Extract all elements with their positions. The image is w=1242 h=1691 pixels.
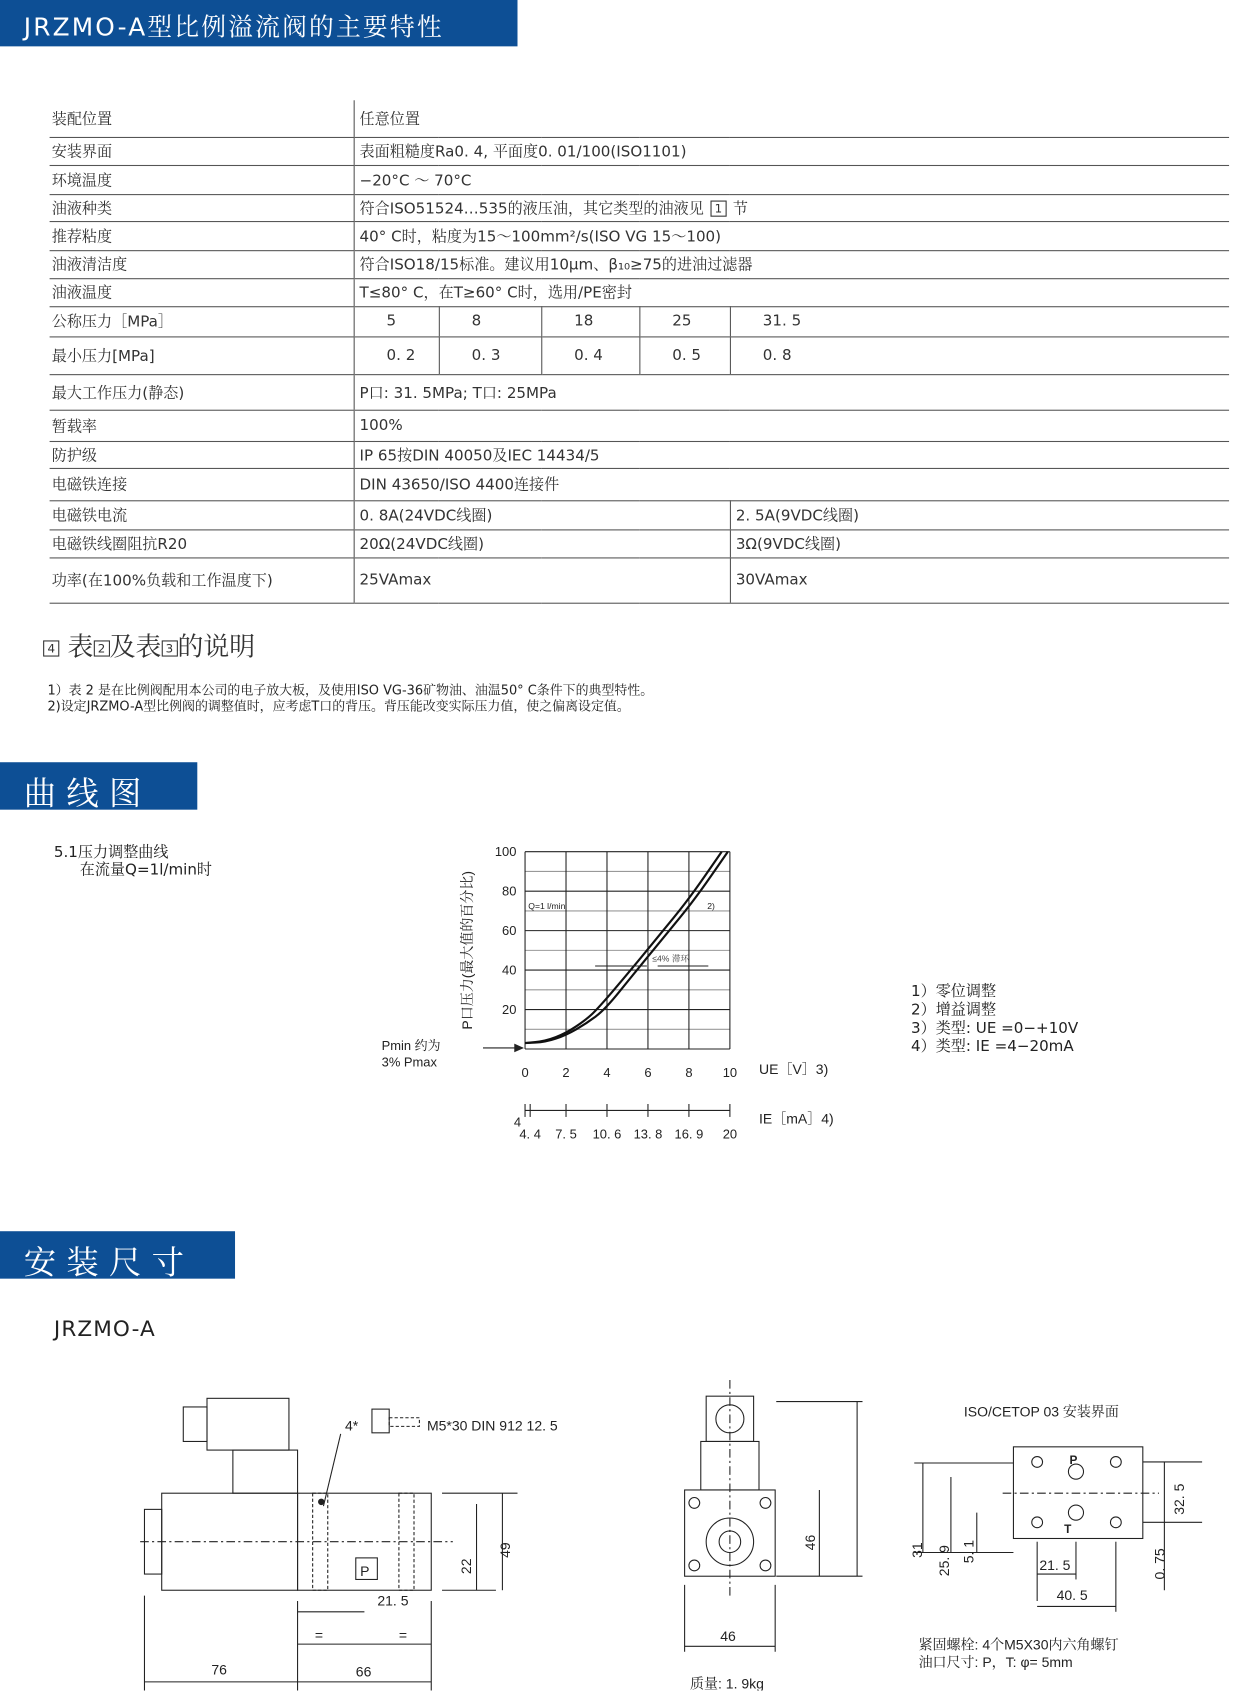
hysteresis-annotation: ≤4% 滞环 [652,953,690,964]
spec-value: 0. 4 [541,336,639,374]
pmin-annotation: Pmin 约为 [381,1038,441,1054]
x2-tick-label: 7. 5 [555,1126,577,1142]
spec-row [50,194,1229,221]
spec-suffix: 节 [732,199,748,218]
interface-title: ISO/CETOP 03 安装界面 [963,1403,1119,1420]
front-view-drawing [668,1380,884,1691]
spec-row [50,468,1229,500]
notes-heading [43,625,255,663]
dim: 49 [496,1542,513,1558]
y-tick-label: 20 [502,1001,517,1017]
x2-tick-label: 4. 4 [519,1126,541,1142]
x-axis-label: UE［V］3) [759,1060,829,1077]
spec-value: 25 [639,306,730,336]
section-title: 安 装 尺 寸 [23,1244,184,1282]
spec-row [50,374,1229,410]
spec-value: 3Ω(9VDC线圈) [730,529,1229,557]
spec-value: 2. 5A(9VDC线圈) [730,500,1229,529]
dim: 0. 75 [1151,1548,1168,1580]
spec-value: 0. 8A(24VDC线圈) [354,500,730,529]
spec-label: 防护级 [50,441,354,468]
spec-value [354,410,1229,441]
spec-value: 0. 3 [439,336,541,374]
spec-row [50,500,1229,529]
curve-series-1 [525,852,722,1043]
spec-value [354,250,1229,278]
y-axis-label: P口压力(最大值的百分比) [459,870,476,1030]
port-p: P [1069,1453,1078,1468]
spec-row [50,529,1229,557]
y-tick-label: 100 [494,844,517,860]
legend-item: 1）零位调整 [911,983,997,1001]
spec-value-text: 40° C时，粘度为15～100mm²/s(ISO VG 15～100) [359,228,722,246]
legend-item: 4）类型: IE =4−20mA [911,1038,1074,1056]
dim: 46 [802,1534,819,1551]
spec-value: 0. 8 [730,336,1229,374]
section-banner-characteristics [0,0,518,46]
x-tick-label: 2 [562,1065,570,1081]
section-ref-box: 1 [710,201,726,217]
equal-mark: = [398,1626,408,1643]
section-banner-curves [0,762,197,813]
legend-item: 2）增益调整 [911,1001,997,1019]
gain-annotation: 2) [707,900,715,911]
spec-row [50,441,1229,468]
heading-text: 及表 [109,631,162,662]
spec-value-text: 表面粗糙度Ra0. 4, 平面度0. 01/100(ISO1101) [359,143,687,161]
ref-box: 4 [43,640,59,656]
pmin-arrowhead [514,1044,524,1053]
spec-row [50,137,1229,165]
spec-value [354,221,1229,250]
spec-value [354,441,1229,468]
screw-label: 4* [345,1417,359,1434]
pressure-curve-chart [367,830,863,1153]
dim: 40. 5 [1056,1586,1088,1603]
legend-item: 3）类型: UE =0−+10V [911,1019,1079,1038]
model-name: JRZMO-A [53,1315,156,1342]
dim: 66 [355,1663,372,1680]
curve-title: 5.1压力调整曲线 [53,844,169,862]
spec-label: 电磁铁电流 [50,500,354,529]
note-line-1: 1）表 2 是在比例阀配用本公司的电子放大板，及使用ISO VG-36矿物油、油温50° C条件下的典型特性。 [47,682,654,698]
screw-spec: M5*30 DIN 912 12. 5 [426,1417,558,1434]
mass-label: 质量: 1. 9kg [690,1675,764,1691]
spec-label: 油液温度 [50,278,354,306]
interface-note-1: 紧固螺栓: 4个M5X30内六角螺钉 [918,1636,1119,1653]
dim: 21. 5 [377,1592,409,1609]
dim: 22 [458,1558,475,1575]
spec-value: 8 [439,306,541,336]
chart-legend [911,983,1078,1056]
spec-value [354,468,1229,500]
spec-value: 0. 5 [639,336,730,374]
spec-label: 推荐粘度 [50,221,354,250]
spec-value-text: 100% [359,416,403,434]
mounting-interface-drawing [906,1402,1219,1691]
heading-text: 的说明 [177,631,256,662]
dim: 32. 5 [1170,1483,1187,1515]
spec-label: 安装界面 [50,137,354,165]
x-tick-label: 8 [685,1065,693,1081]
spec-label: 环境温度 [50,165,354,194]
spec-value-text: DIN 43650/ISO 4400连接件 [359,476,560,494]
spec-value-text: IP 65按DIN 40050及IEC 14434/5 [359,446,600,465]
spec-value: 18 [541,306,639,336]
spec-value-text: T≤80° C，在T≥60° C时，选用/PE密封 [359,284,632,302]
interface-note-2: 油口尺寸: P，T: φ= 5mm [918,1653,1073,1670]
curve-series-2 [525,852,728,1043]
x-tick-label: 6 [644,1065,652,1081]
spec-label: 最大工作压力(静态) [50,374,354,410]
spec-label: 功率(在100%负载和工作温度下) [50,557,354,602]
x-tick-label: 4 [603,1065,611,1081]
flow-annotation: Q=1 l/min [528,900,566,911]
x2-tick-label: 13. 8 [633,1126,663,1142]
y-tick-label: 60 [502,922,517,938]
dim: 31 [908,1542,925,1558]
spec-row [50,221,1229,250]
spec-label: 最小压力[MPa] [50,336,354,374]
spec-row [50,336,1229,374]
dim: 25. 9 [935,1545,952,1577]
spec-row [50,278,1229,306]
note-line-2: 2)设定JRZMO-A型比例阀的调整值时，应考虑T口的背压。背压能改变实际压力值，使之偏离设定值。 [47,698,630,714]
spec-value: 25VAmax [354,557,730,602]
heading-text: 表 [67,631,94,662]
spec-value [354,137,1229,165]
spec-label: 油液种类 [50,194,354,221]
side-view-drawing [129,1385,668,1690]
equal-mark: = [314,1626,323,1643]
dim: 46 [720,1627,736,1644]
spec-row [50,165,1229,194]
spec-table [50,100,1229,603]
dim: 76 [211,1661,227,1678]
spec-value-text: 任意位置 [359,110,420,129]
section-banner-dimensions [0,1231,235,1282]
spec-row [50,410,1229,441]
spec-value: 30VAmax [730,557,1229,602]
x2-tick-label: 4 [513,1114,522,1130]
spec-row [50,306,1229,336]
spec-row [50,250,1229,278]
spec-value: 5 [354,306,439,336]
spec-row [50,557,1229,602]
spec-value [354,165,1229,194]
spec-value [354,100,1229,137]
spec-value-text: 符合ISO51524…535的液压油，其它类型的油液见 [359,199,704,218]
spec-label: 电磁铁连接 [50,468,354,500]
x2-tick-label: 20 [722,1126,738,1142]
spec-value: 20Ω(24VDC线圈) [354,529,730,557]
dim: 21. 5 [1039,1556,1071,1573]
spec-label: 暂载率 [50,410,354,441]
spec-value [354,278,1229,306]
spec-label: 装配位置 [50,100,354,137]
spec-label: 电磁铁线圈阻抗R20 [50,529,354,557]
port-label: P [360,1563,370,1580]
spec-row [50,100,1229,137]
spec-value-text: P口: 31. 5MPa; T口: 25MPa [359,384,557,402]
y-tick-label: 40 [502,962,517,978]
x2-tick-label: 16. 9 [674,1126,704,1142]
spec-value-text: 符合ISO18/15标准。建议用10μm、β₁₀≥75的进油过滤器 [359,256,753,274]
y-tick-label: 80 [502,883,517,899]
ref-box: 3 [161,640,177,656]
section-title: JRZMO-A型比例溢流阀的主要特性 [23,14,444,43]
spec-value: 31. 5 [730,306,1229,336]
spec-label: 油液清洁度 [50,250,354,278]
curve-subtitle: 在流量Q=1l/min时 [79,861,213,879]
x2-tick-label: 10. 6 [592,1126,622,1142]
ref-box: 2 [93,640,109,656]
spec-label: 公称压力［MPa］ [50,306,354,336]
spec-value: 0. 2 [354,336,439,374]
port-t: T [1064,1522,1072,1537]
spec-value [354,194,1229,221]
spec-value-text: −20°C ～ 70°C [359,171,472,190]
x-tick-label: 10 [722,1065,738,1081]
section-title: 曲 线 图 [23,775,142,813]
spec-value [354,374,1229,410]
x-tick-label: 0 [521,1065,529,1081]
pmin-annotation: 3% Pmax [381,1054,437,1070]
x2-axis-label: IE［mA］4) [759,1110,834,1127]
dim: 5. 1 [960,1539,977,1564]
